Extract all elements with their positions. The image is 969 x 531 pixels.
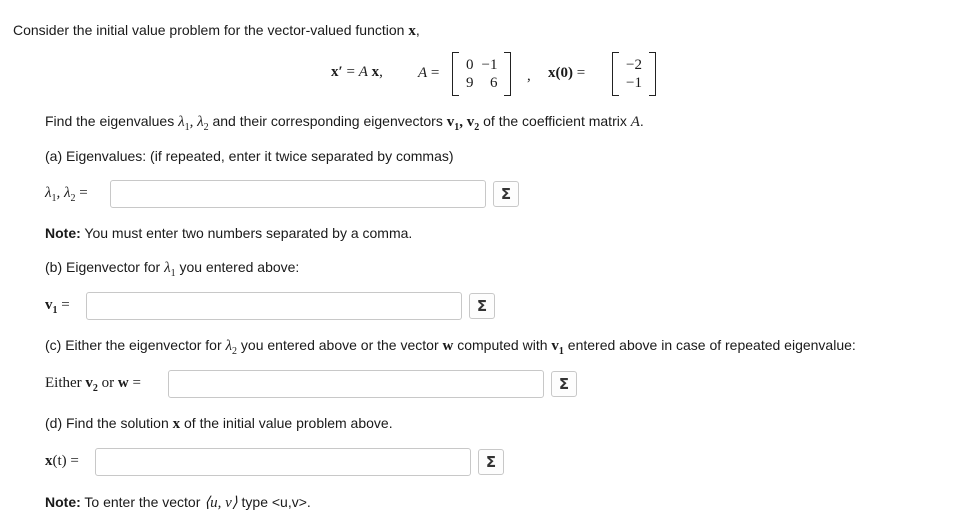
eigenvector-1-input[interactable] (86, 292, 462, 320)
part-d-prompt: (d) Find the solution x of the initial value problem above. (45, 415, 393, 432)
part-a-label: $\lambda_1$, $\lambda_2$ = (45, 185, 88, 204)
part-a-note: Note: You must enter two numbers separated by a comma. (45, 225, 413, 241)
find-instruction: Find the eigenvalues $\lambda_1$, $\lambda_2$ and their corresponding eigenvectors $v_1$, $v_2$ of the coefficient matrix A. (45, 113, 644, 133)
sigma-icon[interactable]: Σ (493, 181, 519, 207)
matrix-A (452, 52, 511, 96)
part-b-label: $v_1$ = (45, 297, 70, 316)
initial-vector-cell: −1 (626, 75, 642, 91)
intro-text: Consider the initial value problem for the vector-valued function x, (13, 22, 420, 39)
sigma-icon[interactable]: Σ (478, 449, 504, 475)
ode-equation: x′ = A x, (331, 64, 383, 80)
part-c-prompt: (c) Either the eigenvector for $\lambda_2$ you entered above or the vector w computed with $v_1$ entered above in case of repeated eigenvalue: (45, 337, 856, 357)
eigenvalues-input[interactable] (110, 180, 486, 208)
matrix-A-cell: 9 (466, 75, 474, 91)
sigma-icon[interactable]: Σ (551, 371, 577, 397)
matrix-A-label: A = (418, 65, 440, 81)
solution-input[interactable] (95, 448, 471, 476)
initial-condition-label: x(0) = (548, 65, 586, 81)
part-a-prompt: (a) Eigenvalues: (if repeated, enter it twice separated by commas) (45, 148, 454, 164)
matrix-A-cell: −1 (481, 57, 498, 73)
part-d-note: Note: To enter the vector ⟨u, v⟩ type <u,v>. (45, 494, 311, 511)
matrix-A-cell: 0 (466, 57, 474, 73)
eigenvector-2-input[interactable] (168, 370, 544, 398)
initial-vector-cell: −2 (626, 57, 642, 73)
part-b-prompt: (b) Eigenvector for $\lambda_1$ you entered above: (45, 259, 300, 279)
part-c-label: Either $v_2$ or w = (45, 375, 141, 394)
matrix-A-comma: , (527, 68, 531, 84)
initial-vector (612, 52, 656, 96)
matrix-A-cell: 6 (489, 75, 498, 91)
sigma-icon[interactable]: Σ (469, 293, 495, 319)
part-d-label: x(t) = (45, 453, 79, 469)
